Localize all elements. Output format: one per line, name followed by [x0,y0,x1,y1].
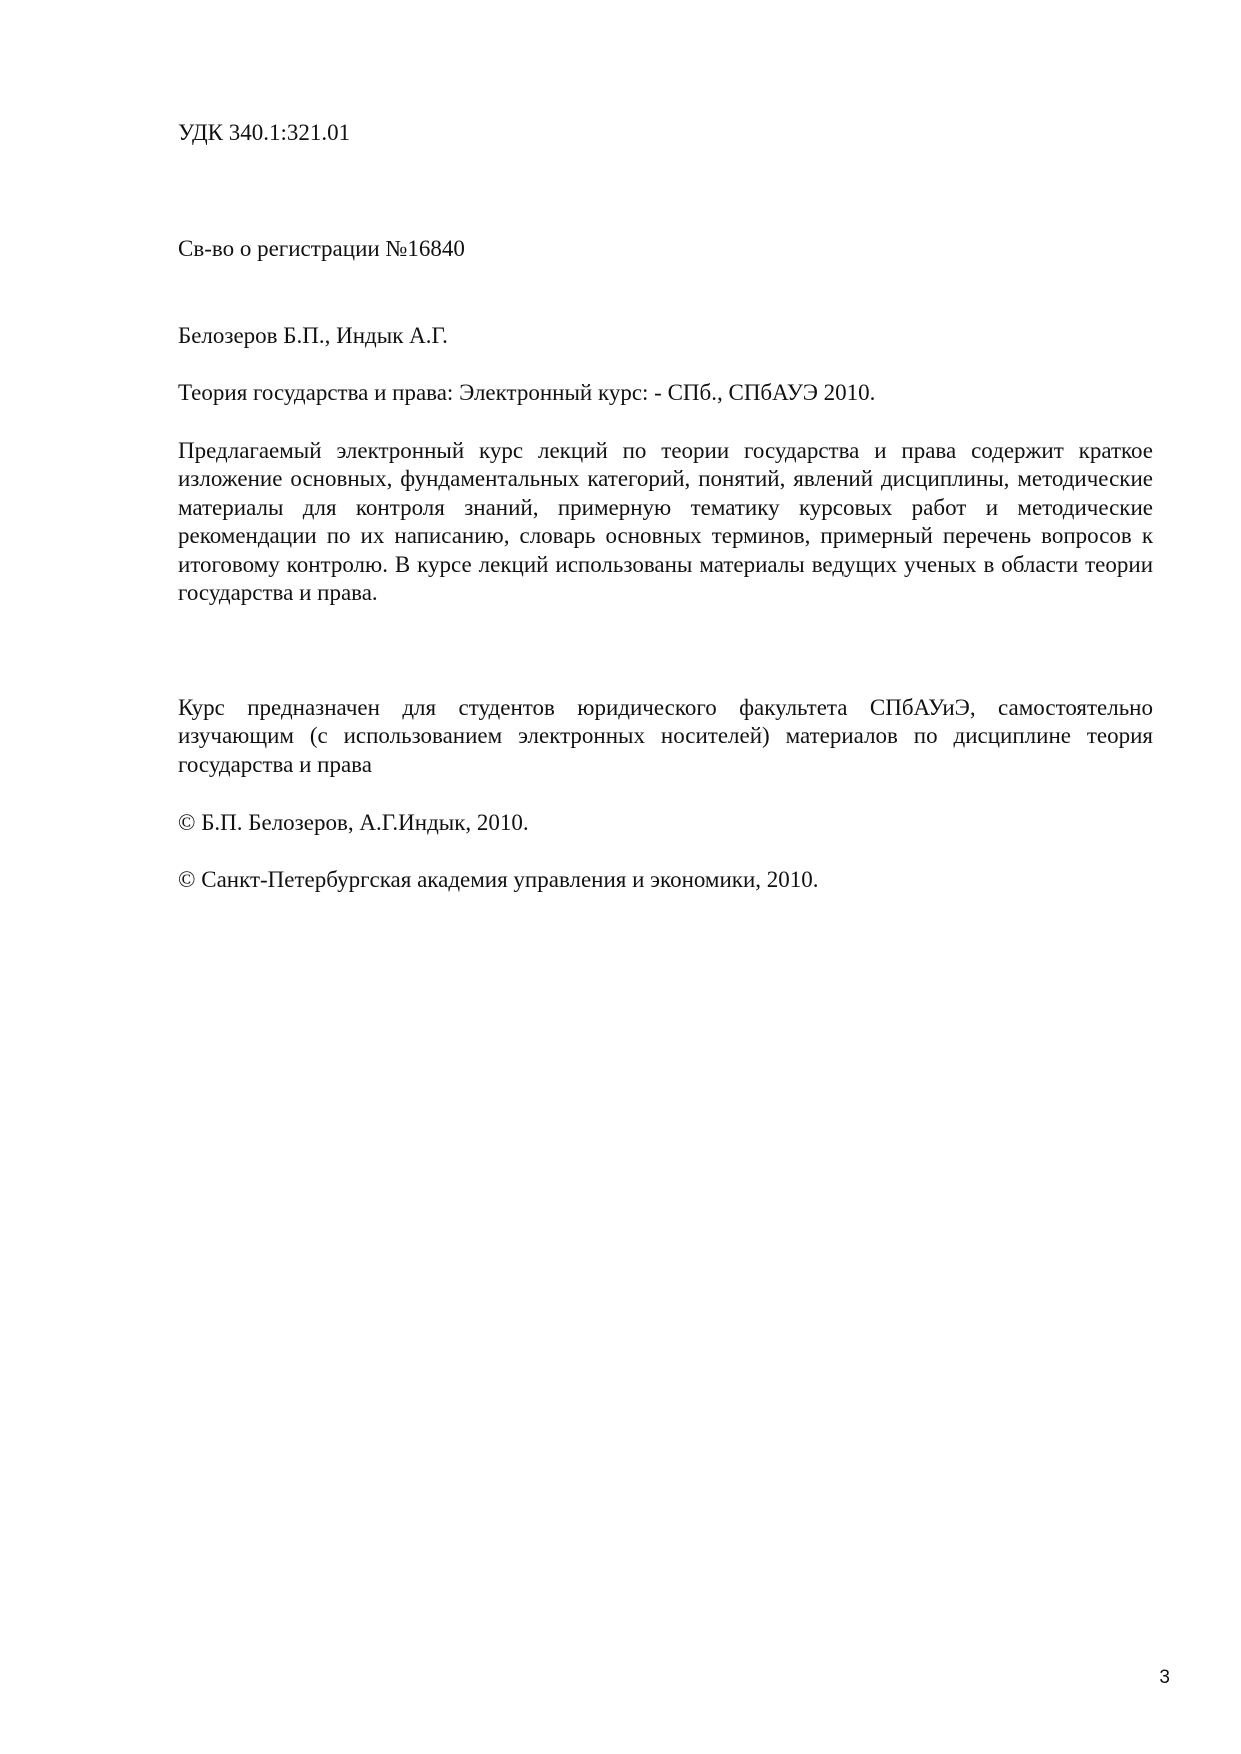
abstract-paragraph: Предлагаемый электронный курс лекций по теории государства и права содержит краткое изложение основных, фундаментальных категорий, понятий, явлений дисциплины, методические материалы для контроля знаний, примерную тематику курсовых работ и методические рекомендации по их написанию, словарь основных терминов, примерный перечень вопросов к итоговому контролю. В курсе лекций использованы материалы ведущих ученых в области теории государства и права. [178,438,1153,606]
audience-paragraph: Курс предназначен для студентов юридического факультета СПбАУиЭ, самостоятельно изучающим (с использованием электронных носителей) материалов по дисциплине теория государства и права [178,695,1153,777]
copyright-authors: © Б.П. Белозеров, А.Г.Индык, 2010. [178,810,529,835]
authors: Белозеров Б.П., Индык А.Г. [178,323,448,348]
copyright-academy: © Санкт-Петербургская академия управления и экономики, 2010. [178,867,819,892]
registration-number: Св-во о регистрации №16840 [178,236,465,261]
page-number: 3 [1159,1667,1170,1688]
udc-code: УДК 340.1:321.01 [178,120,351,145]
citation: Теория государства и права: Электронный курс: - СПб., СПбАУЭ 2010. [178,380,876,405]
